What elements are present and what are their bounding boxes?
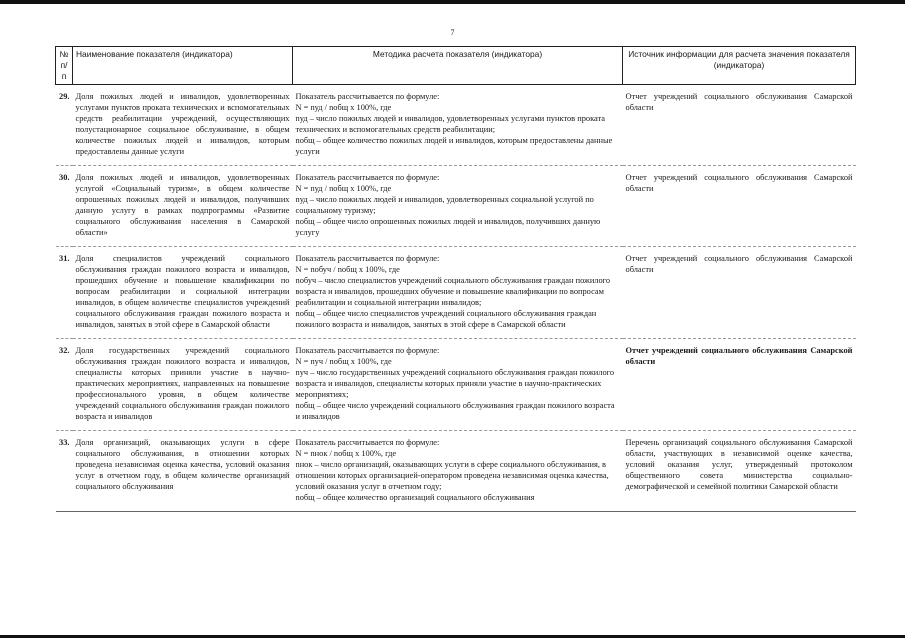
table-row	[56, 85, 856, 166]
calculation-method	[293, 431, 623, 512]
table-row	[56, 247, 856, 339]
indicators-table	[55, 46, 856, 512]
table-row	[56, 339, 856, 431]
method-line: nнок – число организаций, оказывающих услуги в сфере социального обслуживания, в отношении которых организацией-оператором проведена независимая оценка качества, условий оказания услуг в отчетном году;	[295, 460, 609, 491]
indicator-name: Доля организаций, оказывающих услуги в сфере социального обслуживания, в отношении которых проведена независимая оценка качества, условий оказания услуг в отчетном году, в общем количестве организаций социального обслуживания	[73, 431, 293, 512]
method-line: Показатель рассчитывается по формуле:	[295, 92, 440, 101]
method-formula: N = nнок / nобщ x 100%, где	[295, 449, 397, 458]
table-header-row	[56, 47, 856, 85]
method-formula: N = nобуч / nобщ x 100%, где	[295, 265, 400, 274]
indicator-name: Доля пожилых людей и инвалидов, удовлетворенных услугой «Социальный туризм», в общем количестве опрошенных пожилых людей и инвалидов, получивших данную услугу в рамках подпрограммы «Развитие социального обслуживания населения в Самарской области»	[73, 166, 293, 247]
method-line: nобуч – число специалистов учреждений социального обслуживания граждан пожилого возраста и инвалидов, прошедших обучение и повышение квалификации по вопросам реабилитации и социальной интеграции инвалидов;	[295, 276, 611, 307]
method-formula: N = nуд / nобщ x 100%, где	[295, 103, 392, 112]
method-line: nуд – число пожилых людей и инвалидов, удовлетворенных услугами пунктов проката технических и вспомогательных средств реабилитации;	[295, 114, 606, 134]
calculation-method	[293, 339, 623, 431]
header-method: Методика расчета показателя (индикатора)	[293, 47, 623, 85]
row-number: 31.	[56, 247, 73, 339]
header-name: Наименование показателя (индикатора)	[73, 47, 293, 85]
method-line: nобщ – общее число специалистов учреждений социального обслуживания граждан пожилого возраста и инвалидов, занятых в этой сфере в Самарской области	[295, 309, 597, 329]
information-source: Отчет учреждений социального обслуживания Самарской области	[623, 85, 856, 166]
calculation-method	[293, 166, 623, 247]
information-source: Отчет учреждений социального обслуживания Самарской области	[623, 166, 856, 247]
method-line: nобщ – общее количество пожилых людей и инвалидов, которым предоставлены данные услуги	[295, 136, 613, 156]
row-number: 32.	[56, 339, 73, 431]
indicator-name: Доля специалистов учреждений социального обслуживания граждан пожилого возраста и инвалидов, прошедших обучение и повышение квалификации по вопросам реабилитации и социальной интеграции инвалидов, в общем количестве специалистов учреждений социального обслуживания граждан пожилого возраста и инвалидов, занятых в этой сфере в Самарской области	[73, 247, 293, 339]
information-source: Перечень организаций социального обслуживания Самарской области, участвующих в независимой оценке качества, условий оказания услуг, утвержденный протоколом общественного совета министерства социально-демографической и семейной политики Самарской области	[623, 431, 856, 512]
indicator-name: Доля государственных учреждений социального обслуживания граждан пожилого возраста и инвалидов, специалисты которых приняли участие в научно-практических мероприятиях, направленных на повышение профессионального уровня, в общем количестве учреждений социального обслуживания граждан пожилого возраста и инвалидов	[73, 339, 293, 431]
scan-top-edge	[0, 0, 905, 4]
row-number: 29.	[56, 85, 73, 166]
indicator-name: Доля пожилых людей и инвалидов, удовлетворенных услугами пунктов проката технических и вспомогательных средств реабилитации учреждений, осуществляющих полустационарное социальное обслуживание, в общем количестве пожилых людей и инвалидов, которым предоставлены данные услуги	[73, 85, 293, 166]
header-source: Источник информации для расчета значения показателя (индикатора)	[623, 47, 856, 85]
information-source: Отчет учреждений социального обслуживания Самарской области	[623, 339, 856, 431]
row-number: 33.	[56, 431, 73, 512]
method-line: nуч – число государственных учреждений социального обслуживания граждан пожилого возраста и инвалидов, специалисты которых приняли участие в научно-практических мероприятиях;	[295, 368, 615, 399]
method-formula: N = nуч / nобщ x 100%, где	[295, 357, 392, 366]
method-formula: N = nуд / nобщ x 100%, где	[295, 184, 392, 193]
method-line: nобщ – общее количество организаций социального обслуживания	[295, 493, 535, 502]
scan-bottom-edge	[0, 635, 905, 638]
header-num: № п/п	[56, 47, 73, 85]
table-row	[56, 166, 856, 247]
method-line: Показатель рассчитывается по формуле:	[295, 346, 440, 355]
calculation-method	[293, 247, 623, 339]
method-line: Показатель рассчитывается по формуле:	[295, 438, 440, 447]
information-source: Отчет учреждений социального обслуживания Самарской области	[623, 247, 856, 339]
method-line: Показатель рассчитывается по формуле:	[295, 254, 440, 263]
calculation-method	[293, 85, 623, 166]
method-line: nобщ – общее число опрошенных пожилых людей и инвалидов, получивших данную услугу	[295, 217, 601, 237]
method-line: nуд – число пожилых людей и инвалидов, удовлетворенных социальной услугой по социальному туризму;	[295, 195, 594, 215]
method-line: nобщ – общее число учреждений социального обслуживания граждан пожилого возраста и инвалидов	[295, 401, 615, 421]
row-number: 30.	[56, 166, 73, 247]
page-number: 7	[450, 28, 455, 37]
method-line: Показатель рассчитывается по формуле:	[295, 173, 440, 182]
table-row	[56, 431, 856, 512]
